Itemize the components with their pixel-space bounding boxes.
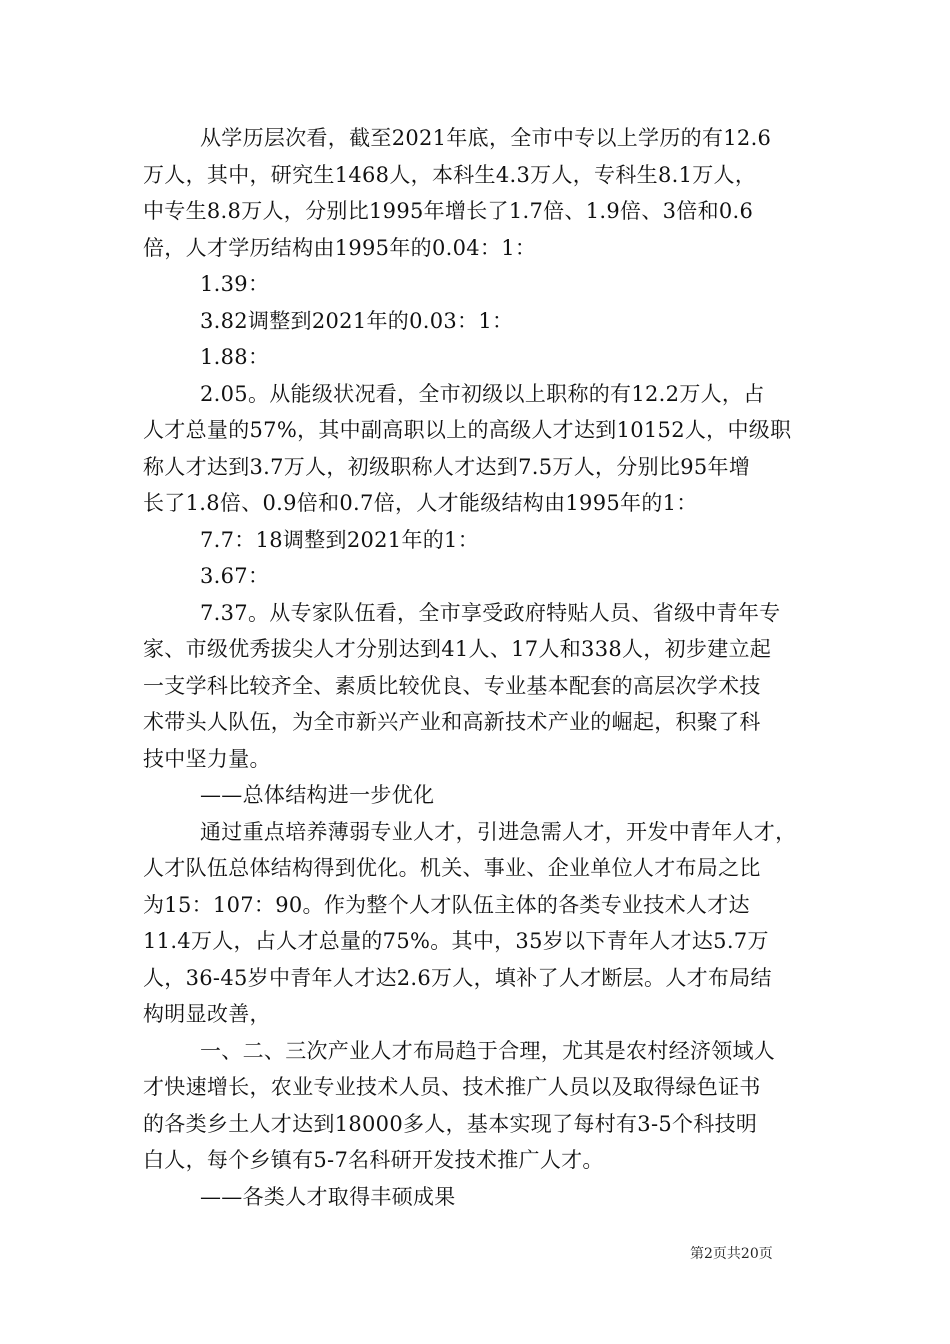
text-line: 1.88：: [200, 345, 270, 369]
text-line: ——总体结构进一步优化: [200, 783, 435, 807]
text-line: 3.82调整到2021年的0.03：1：: [200, 308, 514, 333]
text-line: 1.39：: [200, 272, 270, 296]
text-line: 3.67：: [200, 564, 270, 588]
text-line: 倍，人才学历结构由1995年的0.04：1：: [143, 235, 537, 260]
text-line: 长了1.8倍、0.9倍和0.7倍，人才能级结构由1995年的1：: [143, 491, 698, 515]
text-line: 为15：107：90。作为整个人才队伍主体的各类专业技术人才达: [143, 892, 750, 917]
text-line: 才快速增长，农业专业技术人员、技术推广人员以及取得绿色证书: [143, 1075, 761, 1099]
text-line: 术带头人队伍，为全市新兴产业和高新技术产业的崛起，积聚了科: [143, 710, 761, 734]
text-line: 人才总量的57%，其中副高职以上的高级人才达到10152人，中级职: [143, 418, 792, 442]
document-body: [143, 120, 813, 1215]
text-line: 7.7：18调整到2021年的1：: [200, 527, 480, 552]
text-line: 人才队伍总体结构得到优化。机关、事业、企业单位人才布局之比: [143, 856, 761, 880]
text-line: 一支学科比较齐全、素质比较优良、专业基本配套的高层次学术技: [143, 673, 761, 698]
text-line: 通过重点培养薄弱专业人才，引进急需人才，开发中青年人才，: [200, 819, 797, 844]
text-line: 中专生8.8万人，分别比1995年增长了1.7倍、1.9倍、3倍和0.6: [143, 199, 754, 223]
text-line: 人，36-45岁中青年人才达2.6万人，填补了人才断层。人才布局结: [143, 965, 772, 990]
text-line: 一、二、三次产业人才布局趋于合理，尤其是农村经济领域人: [200, 1038, 776, 1063]
text-line: 的各类乡土人才达到18000多人，基本实现了每村有3-5个科技明: [143, 1111, 758, 1136]
page-footer: 第2页共20页: [690, 1246, 773, 1262]
text-line: 白人，每个乡镇有5-7名科研开发技术推广人才。: [143, 1148, 604, 1172]
text-line: 7.37。从专家队伍看，全市享受政府特贴人员、省级中青年专: [200, 600, 781, 625]
text-line: 技中坚力量。: [143, 746, 271, 771]
text-line: 称人才达到3.7万人，初级职称人才达到7.5万人，分别比95年增: [143, 454, 751, 479]
text-line: 从学历层次看，截至2021年底，全市中专以上学历的有12.6: [200, 126, 772, 150]
text-line: 构明显改善，: [143, 1002, 271, 1026]
text-line: 2.05。从能级状况看，全市初级以上职称的有12.2万人，占: [200, 381, 765, 406]
text-line: ——各类人才取得丰硕成果: [200, 1184, 456, 1209]
text-line: 万人，其中，研究生1468人，本科生4.3万人，专科生8.1万人，: [143, 162, 757, 187]
text-line: 11.4万人，占人才总量的75%。其中，35岁以下青年人才达5.7万: [143, 929, 769, 953]
text-line: 家、市级优秀拔尖人才分别达到41人、17人和338人，初步建立起: [143, 637, 772, 661]
